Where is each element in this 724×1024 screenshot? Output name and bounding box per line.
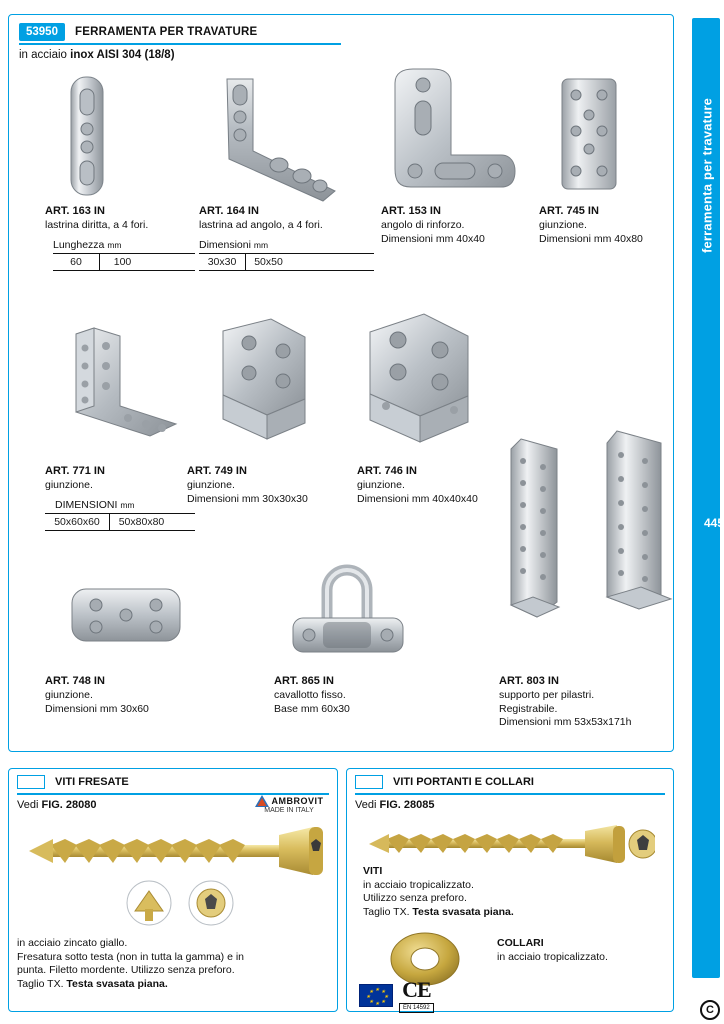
text-line: in acciaio tropicalizzato. bbox=[363, 878, 474, 891]
art-desc: supporto per pilastri. bbox=[499, 689, 595, 701]
art-desc: cavallotto fisso. bbox=[274, 689, 346, 701]
text-line: Utilizzo senza preforo. bbox=[363, 892, 467, 904]
corner-logo: C bbox=[700, 1000, 720, 1020]
panel-rule bbox=[355, 793, 665, 795]
art-desc: angolo di rinforzo. bbox=[381, 219, 465, 231]
eu-flag-icon: ★ ★ ★ ★ ★ ★ ★ ★ bbox=[359, 984, 393, 1007]
side-tab-bar bbox=[692, 18, 724, 978]
dim-label: Dimensioni bbox=[199, 238, 251, 251]
text-line: Fresatura sotto testa (non in tutta la gamma) e in bbox=[17, 950, 245, 963]
art-code: ART. 803 IN bbox=[499, 675, 559, 687]
dim-table bbox=[53, 253, 195, 271]
dim-cell: 30x30 bbox=[207, 255, 237, 268]
art-desc: lastrina diritta, a 4 fori. bbox=[45, 219, 149, 231]
product-label-749 bbox=[187, 465, 352, 506]
dim-cell: 50x60x60 bbox=[54, 515, 100, 528]
vedi-fig: FIG. 28085 bbox=[379, 799, 435, 811]
product-label-746 bbox=[357, 465, 527, 506]
art-desc2: Registrabile. bbox=[499, 702, 558, 715]
art-desc: giunzione. bbox=[539, 219, 587, 231]
text-prefix: Taglio TX. bbox=[363, 905, 413, 918]
dim-label: DIMENSIONI bbox=[55, 498, 118, 511]
section-code: 53950 bbox=[19, 23, 65, 41]
product-label-164 bbox=[199, 205, 374, 271]
product-label-163 bbox=[45, 205, 195, 271]
panel-right-viti-text bbox=[363, 865, 663, 919]
art-code: ART. 749 IN bbox=[187, 465, 247, 477]
panel-tag-box bbox=[355, 775, 383, 789]
panel-viti-portanti bbox=[346, 768, 674, 1012]
product-label-748 bbox=[45, 675, 205, 716]
dim-unit: mm bbox=[107, 239, 122, 250]
product-label-745 bbox=[539, 205, 679, 246]
art-code: ART. 746 IN bbox=[357, 465, 417, 477]
art-desc: giunzione. bbox=[45, 479, 93, 491]
panel-title: VITI FRESATE bbox=[55, 776, 129, 788]
dim-cell: 50x80x80 bbox=[109, 514, 173, 530]
art-desc2: Dimensioni mm 40x40 bbox=[381, 232, 485, 245]
art-desc: lastrina ad angolo, a 4 fori. bbox=[199, 219, 323, 231]
main-section bbox=[8, 14, 674, 752]
product-image-745 bbox=[554, 73, 626, 195]
art-code: ART. 771 IN bbox=[45, 465, 105, 477]
panel-viti-fresate bbox=[8, 768, 338, 1012]
text-line bbox=[17, 978, 333, 992]
art-desc: giunzione. bbox=[357, 479, 405, 491]
panel-header bbox=[17, 775, 129, 789]
art-desc2: Dimensioni mm 40x80 bbox=[539, 232, 643, 245]
side-tab-label: ferramenta per travature bbox=[699, 97, 715, 254]
product-image-163 bbox=[61, 73, 115, 198]
dim-table bbox=[199, 253, 374, 271]
product-image-865 bbox=[281, 560, 416, 660]
text-line: punta. Filetto mordente. Utilizzo senza preforo. bbox=[17, 964, 235, 976]
header-rule bbox=[19, 43, 341, 45]
panel-left-text bbox=[17, 937, 333, 991]
brand-logo-ambrovit bbox=[245, 795, 333, 815]
art-code: ART. 153 IN bbox=[381, 205, 441, 217]
section-subtitle bbox=[19, 49, 175, 61]
dim-title bbox=[55, 499, 195, 511]
dim-title bbox=[53, 239, 195, 251]
art-code: ART. 164 IN bbox=[199, 205, 259, 217]
section-header bbox=[19, 23, 257, 41]
ce-mark-block bbox=[359, 977, 434, 1013]
subtitle-bold: inox AISI 304 (18/8) bbox=[70, 49, 175, 61]
art-desc: giunzione. bbox=[45, 689, 93, 701]
dim-cell: 50x50 bbox=[245, 254, 291, 270]
product-label-803 bbox=[499, 675, 679, 730]
product-image-771 bbox=[64, 320, 189, 445]
viti-heading: VITI bbox=[363, 865, 383, 877]
text-line: in acciaio zincato giallo. bbox=[17, 937, 128, 949]
product-label-865 bbox=[274, 675, 434, 716]
product-image-746 bbox=[354, 310, 489, 455]
text-prefix: Taglio TX. bbox=[17, 977, 67, 990]
art-code: ART. 865 IN bbox=[274, 675, 334, 687]
brand-sub: MADE IN ITALY bbox=[264, 807, 314, 814]
ce-standard: EN 14592 bbox=[399, 1003, 434, 1013]
product-label-771 bbox=[45, 465, 195, 531]
vedi-fig: FIG. 28080 bbox=[41, 799, 97, 811]
vedi-fig-left bbox=[17, 799, 97, 811]
text-line bbox=[363, 906, 663, 920]
art-desc3: Dimensioni mm 53x53x171h bbox=[499, 716, 632, 728]
collari-heading: COLLARI bbox=[497, 937, 544, 949]
art-code: ART. 745 IN bbox=[539, 205, 599, 217]
dim-cell: 60 bbox=[70, 255, 82, 268]
vedi-prefix: Vedi bbox=[17, 799, 42, 811]
panel-right-collari-text bbox=[497, 937, 667, 964]
vedi-prefix: Vedi bbox=[355, 799, 380, 811]
section-title: FERRAMENTA PER TRAVATURE bbox=[74, 26, 258, 38]
page-number: 445 bbox=[703, 516, 724, 530]
text-line: in acciaio tropicalizzato. bbox=[497, 950, 608, 963]
screw-image-right bbox=[365, 821, 655, 867]
dim-label: Lunghezza bbox=[53, 238, 105, 251]
dim-table bbox=[45, 513, 195, 531]
product-image-153 bbox=[381, 63, 526, 203]
product-image-803 bbox=[499, 427, 694, 632]
subtitle-prefix: in acciaio bbox=[19, 49, 71, 61]
product-image-748 bbox=[64, 577, 189, 657]
art-desc2: Base mm 60x30 bbox=[274, 702, 350, 715]
art-desc2: Dimensioni mm 40x40x40 bbox=[357, 492, 478, 505]
ce-label: CE bbox=[402, 977, 431, 1002]
ambrovit-mark-icon bbox=[255, 795, 269, 807]
panel-header bbox=[355, 775, 534, 789]
brand-name: AMBROVIT bbox=[271, 796, 324, 806]
art-desc: giunzione. bbox=[187, 479, 235, 491]
art-code: ART. 748 IN bbox=[45, 675, 105, 687]
text-bold: Testa svasata piana. bbox=[412, 905, 514, 918]
art-desc2: Dimensioni mm 30x60 bbox=[45, 702, 149, 715]
vedi-fig-right bbox=[355, 799, 435, 811]
panel-title: VITI PORTANTI E COLLARI bbox=[393, 776, 534, 788]
screw-image-left bbox=[21, 817, 327, 927]
dim-unit: mm bbox=[120, 499, 135, 510]
product-label-153 bbox=[381, 205, 531, 246]
art-desc2: Dimensioni mm 30x30x30 bbox=[187, 492, 308, 505]
panel-tag-box bbox=[17, 775, 45, 789]
dim-cell: 100 bbox=[99, 254, 145, 270]
dim-title bbox=[199, 239, 374, 251]
dim-unit: mm bbox=[253, 239, 269, 250]
text-bold: Testa svasata piana. bbox=[66, 977, 168, 990]
product-image-164 bbox=[207, 73, 357, 203]
product-image-749 bbox=[209, 315, 329, 450]
art-code: ART. 163 IN bbox=[45, 205, 105, 217]
